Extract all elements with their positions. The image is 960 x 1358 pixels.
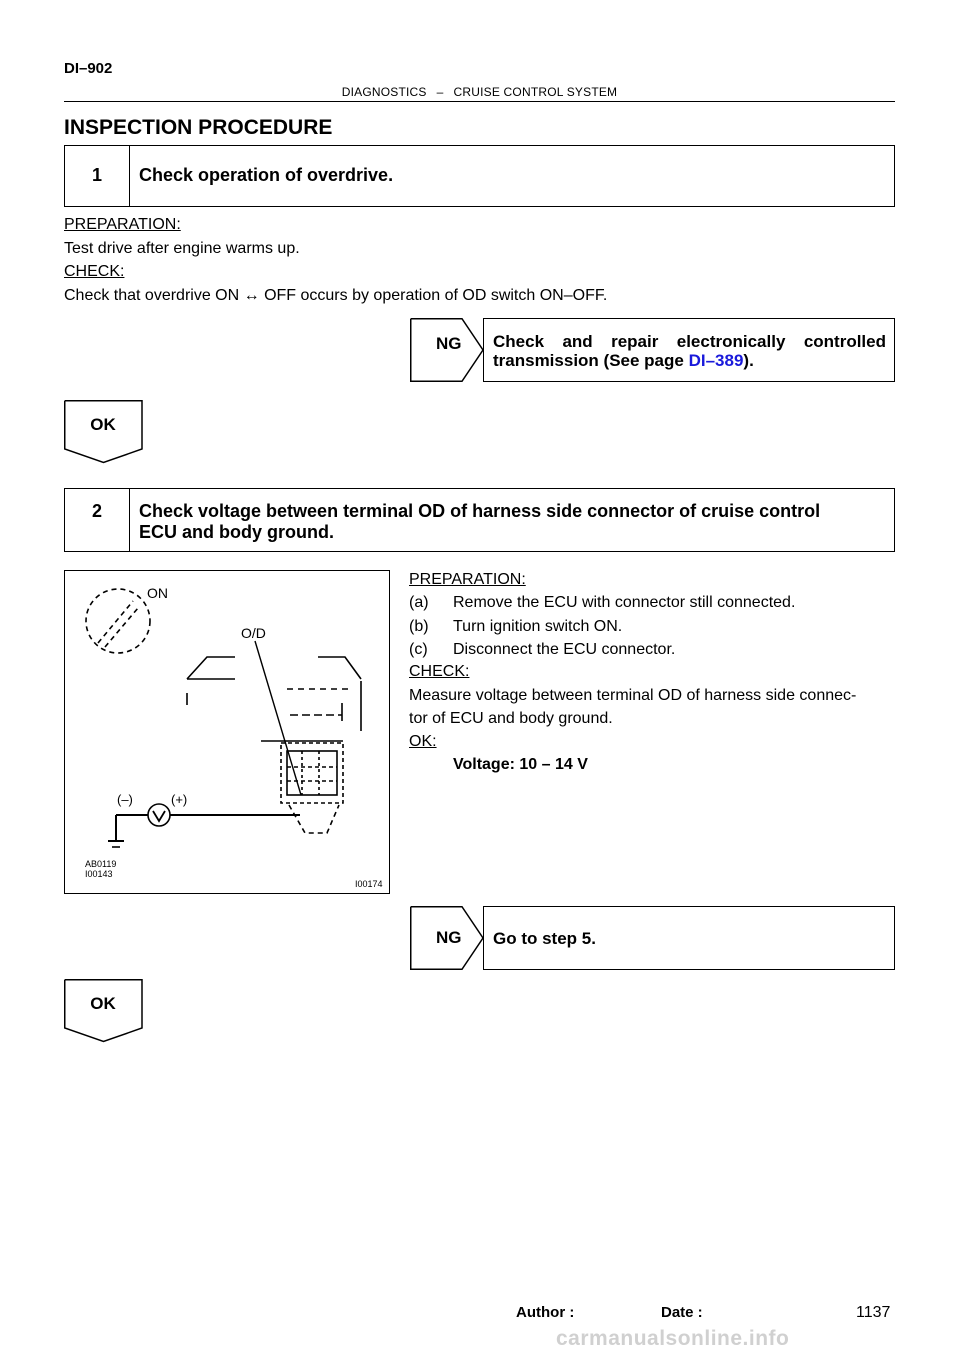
step-2-ok-spec: Voltage: 10 – 14 V bbox=[453, 756, 588, 773]
figure-label-plus: (+) bbox=[171, 792, 188, 807]
prep-item-text: Turn ignition switch ON. bbox=[453, 618, 623, 635]
step-1-check-text: Check that overdrive ON ↔ OFF occurs by operation of OD switch ON–OFF. bbox=[64, 287, 608, 304]
prep-item-text: Disconnect the ECU connector. bbox=[453, 641, 676, 658]
step-2-title bbox=[130, 489, 894, 551]
running-header bbox=[64, 85, 895, 99]
ng-line2-prefix: transmission (See page bbox=[493, 351, 689, 370]
ecu-connector-icon bbox=[281, 743, 343, 833]
figure-id: I00174 bbox=[355, 879, 383, 889]
ng-word: repair bbox=[611, 332, 659, 351]
ng-word: electronically bbox=[676, 332, 786, 351]
prep-item-text: Remove the ECU with connector still connected. bbox=[453, 594, 796, 611]
step-2-ok-result bbox=[64, 979, 144, 1043]
voltmeter-icon bbox=[108, 804, 300, 847]
footer-page-number: 1137 bbox=[856, 1304, 891, 1321]
ng-line2-suffix: ). bbox=[743, 351, 754, 370]
step-2-title-line2: ECU and body ground. bbox=[139, 522, 334, 542]
dashboard-outline-icon bbox=[187, 657, 361, 741]
step-1-ng-line1 bbox=[493, 332, 886, 351]
header-rule bbox=[64, 101, 895, 102]
step-1-ng-line2 bbox=[493, 351, 886, 370]
step-2-prep-item bbox=[409, 618, 623, 636]
header-separator: – bbox=[436, 85, 444, 99]
step-1-prep-text: Test drive after engine warms up. bbox=[64, 240, 300, 257]
figure-label-on: ON bbox=[147, 585, 168, 601]
figure-label-minus: (–) bbox=[117, 792, 133, 807]
prep-item-marker: (b) bbox=[409, 618, 429, 635]
step-2-prep-label: PREPARATION: bbox=[409, 571, 526, 588]
step-2-check-line1: Measure voltage between terminal OD of harness side connec- bbox=[409, 687, 857, 704]
step-1-ok-label: OK bbox=[90, 415, 116, 434]
step-2-title-line1: Check voltage between terminal OD of harness side connector of cruise control bbox=[139, 501, 821, 521]
figure-ref-ab0119: AB0119 bbox=[85, 859, 117, 869]
page-title: INSPECTION PROCEDURE bbox=[64, 116, 333, 139]
step-1-prep-label: PREPARATION: bbox=[64, 216, 181, 233]
step-2-ok-label: OK bbox=[90, 994, 116, 1013]
ecu-connector-diagram bbox=[65, 571, 389, 893]
step-1-box bbox=[64, 145, 895, 207]
footer-date: Date : bbox=[661, 1304, 703, 1321]
figure-ref-i00143: I00143 bbox=[85, 869, 113, 879]
page-link-di-389[interactable]: DI–389 bbox=[688, 351, 744, 370]
ng-word: and bbox=[562, 332, 593, 351]
ng-word: controlled bbox=[803, 332, 886, 351]
step-1-check-label: CHECK: bbox=[64, 263, 125, 280]
prep-item-marker: (a) bbox=[409, 594, 429, 611]
watermark: carmanualsonline.info bbox=[556, 1327, 790, 1350]
step-2-number: 2 bbox=[65, 489, 130, 551]
figure-label-od: O/D bbox=[241, 625, 266, 641]
step-2-box bbox=[64, 488, 895, 552]
ignition-switch-icon bbox=[86, 589, 150, 653]
step-2-check-label: CHECK: bbox=[409, 663, 470, 680]
wiring-figure bbox=[64, 570, 390, 894]
step-2-prep-item bbox=[409, 594, 796, 612]
step-2-check-line2: tor of ECU and body ground. bbox=[409, 710, 613, 727]
prep-item-marker: (c) bbox=[409, 641, 428, 658]
step-2-prep-item bbox=[409, 641, 676, 659]
step-1-title: Check operation of overdrive. bbox=[139, 165, 394, 185]
step-2-ng-action: Go to step 5. bbox=[483, 906, 895, 970]
step-2-ng-result bbox=[410, 906, 895, 970]
step-1-ng-result bbox=[410, 318, 895, 382]
header-section: DIAGNOSTICS bbox=[341, 85, 427, 99]
footer-author: Author : bbox=[516, 1304, 575, 1321]
step-1-ng-label: NG bbox=[436, 334, 462, 353]
ng-word: Check bbox=[493, 332, 545, 351]
page-code: DI–902 bbox=[64, 60, 113, 77]
od-leader-line bbox=[255, 641, 301, 795]
step-1-ok-result bbox=[64, 400, 144, 464]
header-subsection: CRUISE CONTROL SYSTEM bbox=[453, 85, 618, 99]
step-2-ng-label: NG bbox=[436, 928, 462, 947]
step-1-number: 1 bbox=[65, 146, 130, 206]
step-1-ng-action bbox=[483, 318, 895, 382]
step-2-ok-spec-label: OK: bbox=[409, 733, 437, 750]
